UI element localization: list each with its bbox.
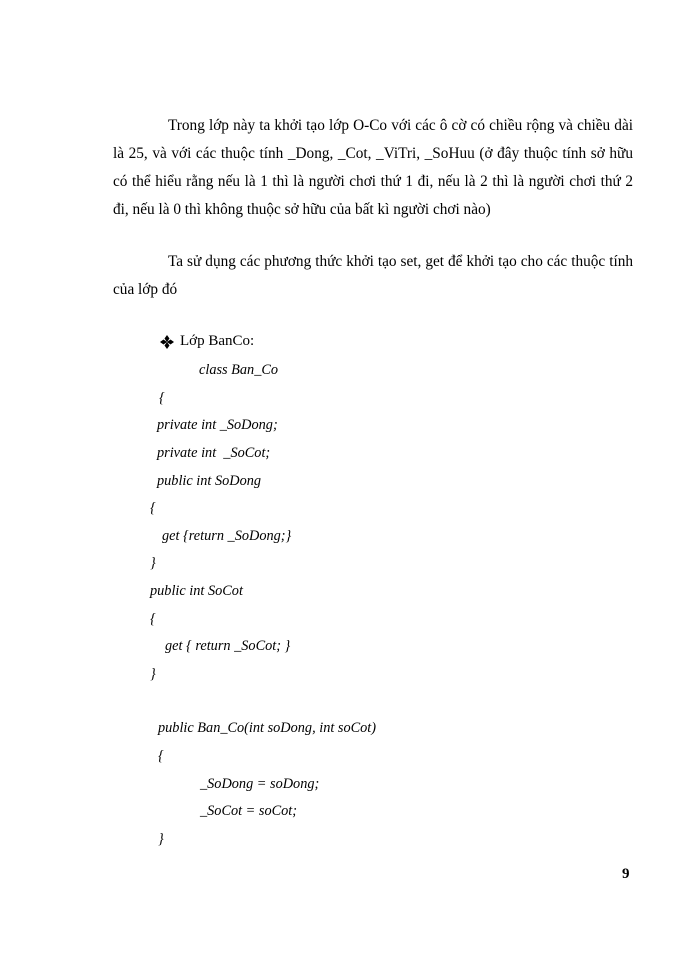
code-line-open-brace: { <box>159 390 165 406</box>
section-heading <box>160 333 254 350</box>
code-line-close-brace: } <box>150 555 156 571</box>
method-paragraph: Ta sử dụng các phương thức khởi tạo set, get để khởi tạo cho các thuộc tính của lớp đó <box>113 253 633 298</box>
code-line-open-brace: { <box>150 611 156 627</box>
code-line-class-decl: class Ban_Co <box>199 362 279 378</box>
code-line-open-brace: { <box>158 748 164 764</box>
code-line-prop-socot: public int SoCot <box>150 583 243 599</box>
code-line-close-brace: } <box>150 666 156 682</box>
code-line-prop-sodong: public int SoDong <box>157 473 262 489</box>
intro-paragraph: Trong lớp này ta khởi tạo lớp O-Co với các ô cờ có chiều rộng và chiều dài là 25, và với các thuộc tính _Dong, _Cot, _ViTri, _SoHuu (ở đây thuộc tính sở hữu có thể hiểu rằng nếu là 1 thì là người chơi thứ 1 đi, nếu là 2 thì là người chơi thứ 2 đi, nếu là 0 thì không thuộc sở hữu của bất kì người chơi nào) <box>113 117 633 218</box>
code-line-constructor: public Ban_Co(int soDong, int soCot) <box>158 720 377 736</box>
section-title: Lớp BanCo: <box>180 333 255 349</box>
code-line-close-brace: } <box>158 831 164 847</box>
code-line-open-brace: { <box>150 500 156 516</box>
code-line-assign-sodong: _SoDong = soDong; <box>200 776 320 792</box>
code-line-field-sodong: private int _SoDong; <box>157 417 278 433</box>
code-line-field-socot: private int _SoCot; <box>157 445 271 461</box>
page-number: 9 <box>622 866 630 882</box>
diamond-bullet-icon <box>160 335 174 349</box>
code-line-getter-sodong: get {return _SoDong;} <box>162 528 292 544</box>
code-line-getter-socot: get { return _SoCot; } <box>165 638 291 654</box>
code-line-assign-socot: _SoCot = soCot; <box>200 803 298 819</box>
